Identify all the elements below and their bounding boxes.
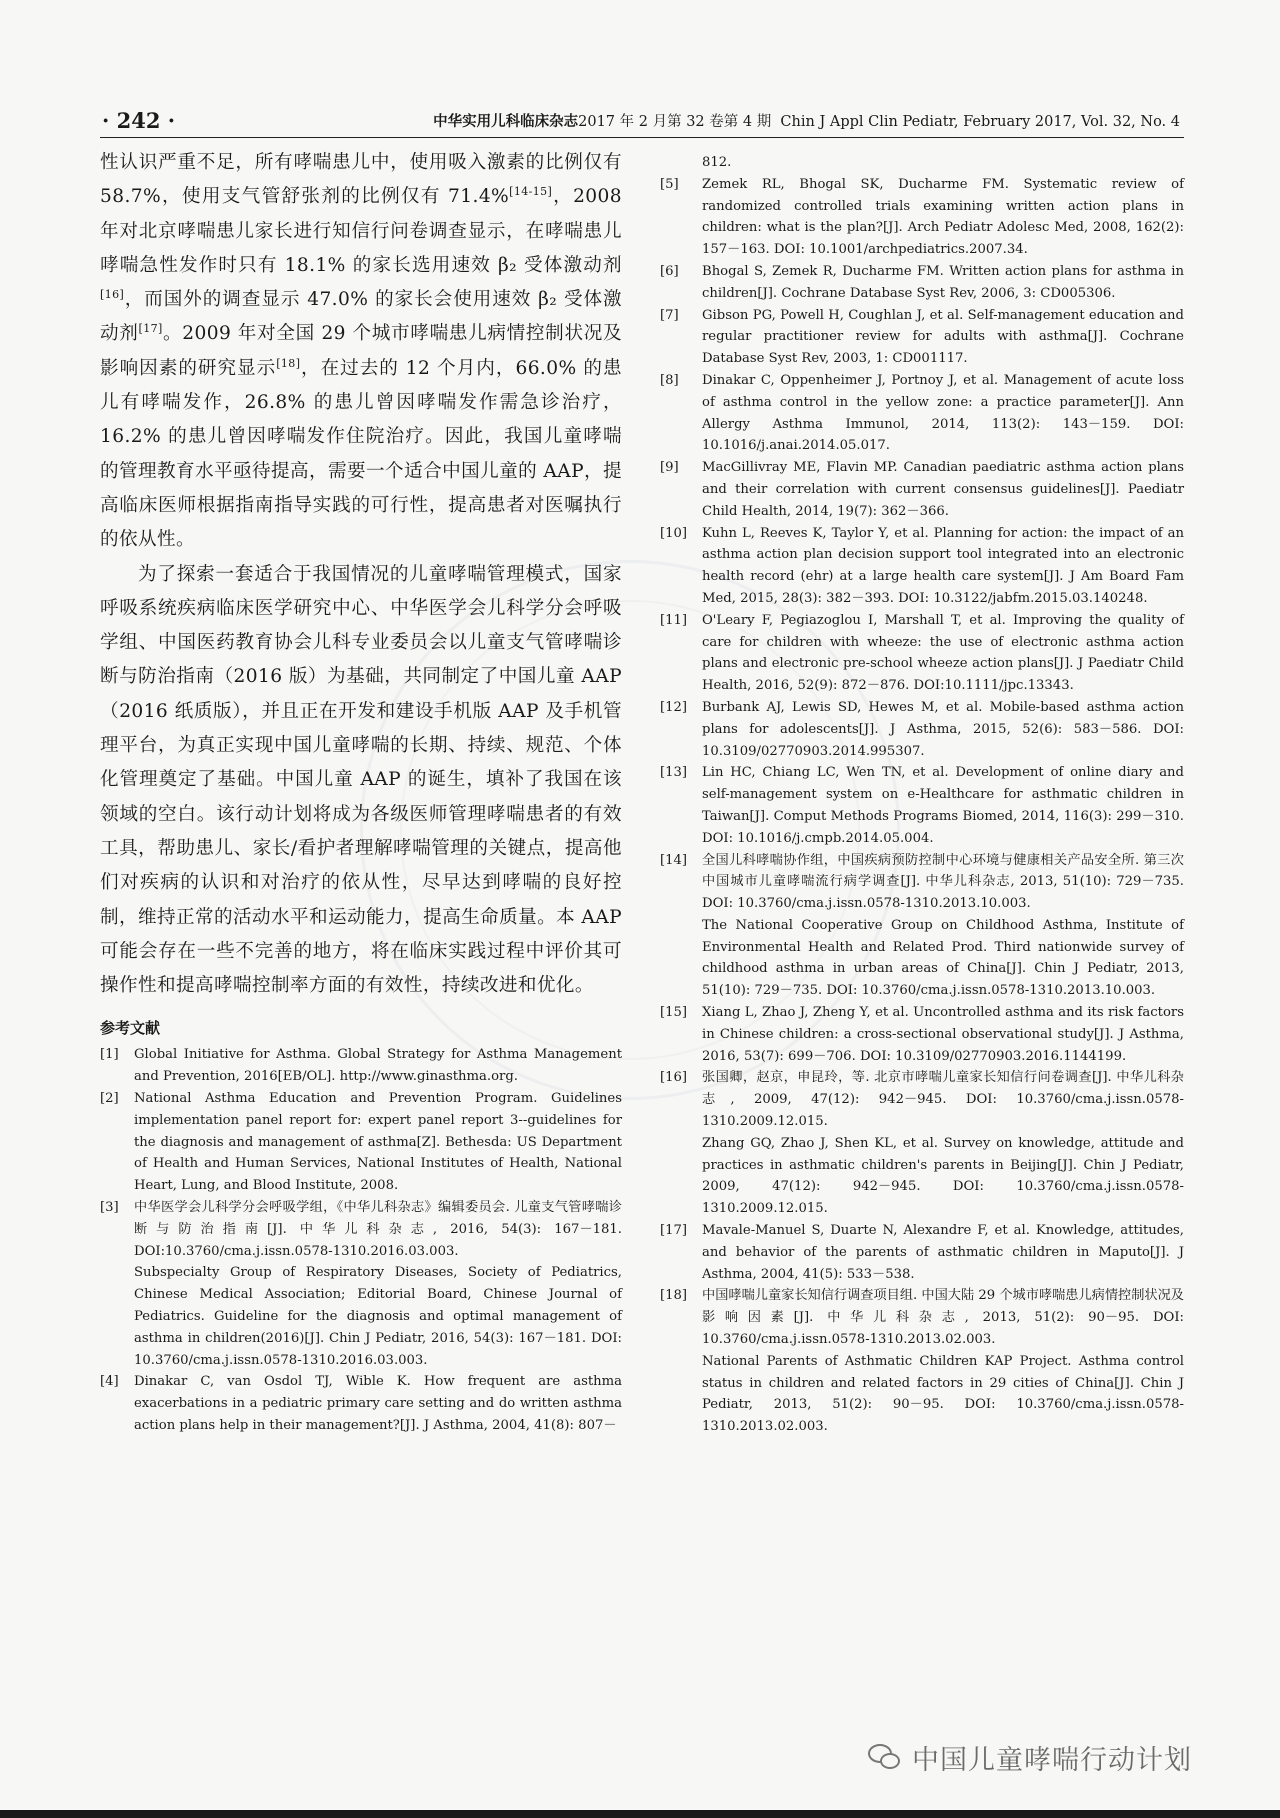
reference-item [660,261,1184,305]
reference-number: [13] [660,765,688,781]
reference-text: Bhogal S, Zemek R, Ducharme FM. Written action plans for asthma in children[J]. Cochrane Database Syst Rev, 2006, 3: CD005306. [702,263,1184,301]
reference-number: [18] [660,1288,688,1304]
reference-item [660,457,1184,522]
journal-info [433,110,1180,131]
wechat-icon [868,1744,902,1772]
reference-translation: The National Cooperative Group on Childhood Asthma, Institute of Environmental Health and Related Prod. Third nationwide survey of childhood asthma in urban areas of China[J]. Chin J Pediatr, 2013, 51(10): 729－735. DOI: 10.3760/cma.j.issn.0578-1310.2013.10.003. [702,917,1184,999]
reference-text: Xiang L, Zhao J, Zheng Y, et al. Uncontrolled asthma and its risk factors in Chinese children: a cross-sectional observational study[J]. J Asthma, 2016, 53(7): 699－706. DOI: 10.3109/02770903.2016.1144199. [702,1005,1184,1064]
reference-text: Lin HC, Chiang LC, Wen TN, et al. Development of online diary and self-management system on e-Healthcare for asthmatic children in Taiwan[J]. Comput Methods Programs Biomed, 2014, 116(3): 299－310. DOI: 10.1016/j.cmpb.2014.05.004. [702,765,1184,846]
reference-item [100,1197,622,1262]
reference-number: [7] [660,307,679,323]
reference-text: Mavale-Manuel S, Duarte N, Alexandre F, et al. Knowledge, attitudes, and behavior of the parents of asthmatic children in Maputo[J]. J Asthma, 2004, 41(5): 533－538. [702,1223,1184,1282]
reference-item [100,1371,622,1436]
reference-translation: National Parents of Asthmatic Children KAP Project. Asthma control status in children and related factors in 29 cities of China[J]. Chin J Pediatr, 2013, 51(2): 90－95. DOI: 10.3760/cma.j.issn.0578-1310.2013.02.003. [702,1353,1184,1435]
reference-item [660,697,1184,762]
body-paragraph-2: 为了探索一套适合于我国情况的儿童哮喘管理模式，国家呼吸系统疾病临床医学研究中心、中华医学会儿科学分会呼吸学组、中国医药教育协会儿科专业委员会以儿童支气管哮喘诊断与防治指南（2016 版）为基础，共同制定了中国儿童 AAP（2016 纸质版），并且正在开发和建设手机版 AAP 及手机管理平台，为真正实现中国儿童哮喘的长期、持续、规范、个体化管理奠定了基础。中国儿童 AAP 的诞生，填补了我国在该领域的空白。该行动计划将成为各级医师管理哮喘患者的有效工具，帮助患儿、家长/看护者理解哮喘管理的关键点，提高他们对疾病的认识和对治疗的依从性，尽早达到哮喘的良好控制，维持正常的活动水平和运动能力，提高生命质量。本 AAP 可能会存在一些不完善的地方，将在临床实践过程中评价其可操作性和提高哮喘控制率方面的有效性，持续改进和优化。 [100,563,622,997]
journal-name-cn: 中华实用儿科临床杂志 [433,113,579,130]
reference-item [660,174,1184,261]
reference-number: [8] [660,372,679,388]
reference-text: Gibson PG, Powell H, Coughlan J, et al. Self-management education and regular practitioner review for adults with asthma[J]. Cochrane Database Syst Rev, 2003, 1: CD001117. [702,307,1184,367]
reference-number: [12] [660,699,688,715]
journal-name-en: Chin J Appl Clin Pediatr, February 2017, Vol. 32, No. 4 [780,114,1180,130]
reference-text: O'Leary F, Pegiazoglou I, Marshall T, et al. Improving the quality of care for children with wheeze: the use of electronic asthma action plans and electronic pre-school wheeze action plans[J]. J Paediatr Child Health, 2016, 52(9): 872－876. DOI:10.1111/jpc.13343. [702,612,1184,694]
reference-text: 全国儿科哮喘协作组，中国疾病预防控制中心环境与健康相关产品安全所. 第三次中国城市儿童哮喘流行病学调查[J]. 中华儿科杂志, 2013, 51(10): 729－735. DOI: 10.3760/cma.j.issn.0578-1310.2013.10.003. [702,852,1184,912]
reference-number: [9] [660,460,679,476]
reference-item [660,1002,1184,1067]
reference-number: [1] [100,1047,119,1063]
body-paragraph-1: 性认识严重不足，所有哮喘患儿中，使用吸入激素的比例仅有 58.7%，使用支气管舒张剂的比例仅有 71.4%[14-15]，2008 年对北京哮喘患儿家长进行知信行问卷调查显示，在哮喘患儿哮喘急性发作时只有 18.1% 的家长选用速效 β₂ 受体激动剂[16]，而国外的调查显示 47.0% 的家长会使用速效 β₂ 受体激动剂[17]。2009 年对全国 29 个城市哮喘患儿病情控制状况及影响因素的研究显示[18]，在过去的 12 个月内，66.0% 的患儿有哮喘发作，26.8% 的患儿曾因哮喘发作需急诊治疗，16.2% 的患儿曾因哮喘发作住院治疗。因此，我国儿童哮喘的管理教育水平亟待提高，需要一个适合中国儿童的 AAP，提高临床医师根据指南指导实践的可行性，提高患者对医嘱执行的依从性。 [100,152,622,551]
reference-item [100,1044,622,1088]
reference-number: [11] [660,612,688,628]
reference-number: [5] [660,176,679,192]
reference-item [660,523,1184,610]
references-list-left [100,1044,622,1436]
reference-item [660,1285,1184,1350]
reference-number: [3] [100,1200,119,1215]
reference-number: [6] [660,263,679,279]
reference-item [660,1220,1184,1285]
reference-item [660,850,1184,915]
reference-number: [16] [660,1070,688,1086]
left-column [100,146,622,1437]
reference-translation: Subspecialty Group of Respiratory Diseases, Society of Pediatrics, Chinese Medical Association; Editorial Board, Chinese Journal of Pediatrics. Guideline for the diagnosis and optimal management of asthma in children(2016)[J]. Chin J Pediatr, 2016, 54(3): 167－181. DOI: 10.3760/cma.j.issn.0578-1310.2016.03.003. [134,1265,622,1368]
reference-translation: Zhang GQ, Zhao J, Shen KL, et al. Survey on knowledge, attitude and practices in asthmatic children's parents in Beijing[J]. Chin J Pediatr, 2009, 47(12): 942－945. DOI: 10.3760/cma.j.issn.0578-1310.2009.12.015. [702,1135,1184,1217]
citation: [18] [276,356,301,370]
reference-text: 张国卿，赵京，申昆玲，等. 北京市哮喘儿童家长知信行问卷调查[J]. 中华儿科杂志, 2009, 47(12): 942－945. DOI: 10.3760/cma.j.issn.0578-1310.2009.12.015. [702,1070,1184,1130]
reference-text: Global Initiative for Asthma. Global Strategy for Asthma Management and Prevention, 2016[EB/OL]. http://www.ginasthma.org. [134,1047,622,1085]
reference-text: Burbank AJ, Lewis SD, Hewes M, et al. Mobile-based asthma action plans for adolescents[J]. J Asthma, 2015, 52(6): 583－586. DOI: 10.3109/02770903.2014.995307. [702,699,1184,759]
reference-text: Zemek RL, Bhogal SK, Ducharme FM. Systematic review of randomized controlled trials examining written action plans in children: what is the plan?[J]. Arch Pediatr Adolesc Med, 2008, 162(2): 157－163. DOI: 10.1001/archpediatrics.2007.34. [702,176,1184,258]
page-header [100,108,1184,138]
reference-text: Dinakar C, van Osdol TJ, Wible K. How frequent are asthma exacerbations in a pediatric primary care setting and do written asthma action plans help in their management?[J]. J Asthma, 2004, 41(8): 807－ [134,1374,622,1433]
reference-text: National Asthma Education and Prevention Program. Guidelines implementation panel report for: expert panel report 3--guidelines for the diagnosis and management of asthma[Z]. Bethesda: US Department of Health and Human Services, National Institutes of Health, National Heart, Lung, and Blood Institute, 2008. [134,1091,622,1194]
reference-item [660,1067,1184,1132]
reference-number: [10] [660,525,688,541]
reference-text: Dinakar C, Oppenheimer J, Portnoy J, et al. Management of acute loss of asthma control in the yellow zone: a practice parameter[J]. Ann Allergy Asthma Immunol, 2014, 113(2): 143－159. DOI: 10.1016/j.anai.2014.05.017. [702,372,1184,454]
reference-number: [15] [660,1005,688,1021]
bottom-bar [0,1810,1280,1818]
references-list-right [660,174,1184,1438]
right-column [660,152,1184,1438]
citation: [16] [100,288,125,301]
reference-item [660,610,1184,697]
reference-item [660,305,1184,370]
reference-item [660,370,1184,457]
reference-text: Kuhn L, Reeves K, Taylor Y, et al. Planning for action: the impact of an asthma action plan decision support tool integrated into an electronic health record (ehr) at a large health care system[J]. J Am Board Fam Med, 2015, 28(3): 382－393. DOI: 10.3122/jabfm.2015.03.140248. [702,525,1184,606]
journal-issue-cn: 2017 年 2 月第 32 卷第 4 期 [578,114,772,130]
reference-continuation: 812. [702,155,732,170]
reference-text: 中华医学会儿科学分会呼吸学组，《中华儿科杂志》编辑委员会. 儿童支气管哮喘诊断与防治指南[J]. 中华儿科杂志, 2016, 54(3): 167－181. DOI:10.3760/cma.j.issn.0578-1310.2016.03.003. [134,1200,622,1259]
page-number: · 242 · [102,108,176,133]
reference-item [660,762,1184,849]
reference-text: MacGillivray ME, Flavin MP. Canadian paediatric asthma action plans and their correlation with current consensus guidelines[J]. Paediatr Child Health, 2014, 19(7): 362－366. [702,460,1184,519]
citation: [14-15] [509,185,553,199]
citation: [17] [138,322,163,336]
reference-number: [4] [100,1374,119,1390]
reference-number: [14] [660,852,688,868]
footer-account-name: 中国儿童哮喘行动计划 [912,1745,1192,1776]
footer-watermark [868,1738,1192,1777]
reference-text: 中国哮喘儿童家长知信行调查项目组. 中国大陆 29 个城市哮喘患儿病情控制状况及影响因素[J]. 中华儿科杂志, 2013, 51(2): 90－95. DOI: 10.3760/cma.j.issn.0578-1310.2013.02.003. [702,1288,1184,1348]
references-heading: 参考文献 [100,1019,161,1038]
reference-number: [17] [660,1223,688,1239]
reference-item [100,1088,622,1197]
reference-number: [2] [100,1091,119,1107]
